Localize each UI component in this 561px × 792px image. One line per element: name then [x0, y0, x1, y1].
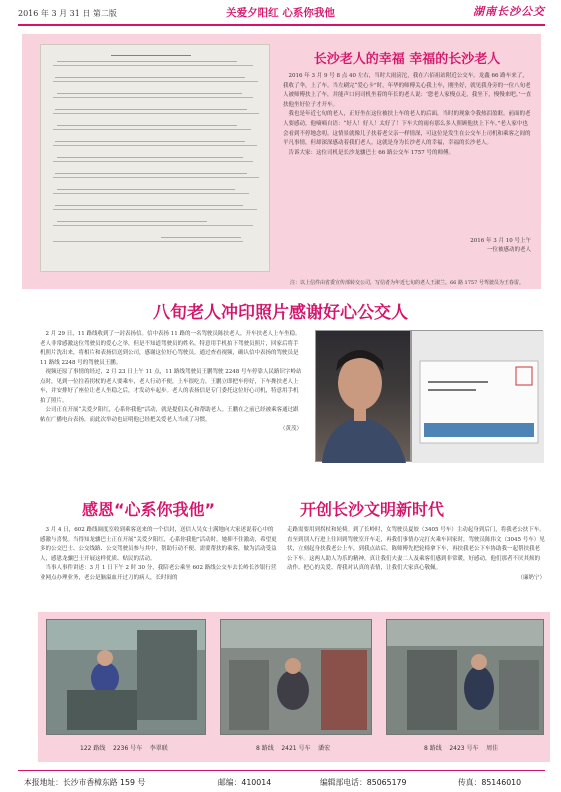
- newspaper-logo: 湖南长沙公交: [473, 5, 545, 18]
- bus-driver-photo: [315, 330, 411, 462]
- story1-body: [283, 72, 533, 158]
- story3-headline-left: 感恩“心系你我他”: [82, 500, 216, 519]
- cctv-caption-3: 8 路线 2423 号车 周佳: [424, 745, 499, 752]
- story3-author: （廉奶宁）: [517, 574, 545, 581]
- story3-column-left: [40, 526, 278, 584]
- cctv-photo-3: [386, 619, 544, 735]
- story1-signature: [283, 237, 531, 255]
- footer-divider: [18, 770, 545, 771]
- story1-note: 注：以上信件由省委宣传部转交公司，写信者为年近七旬的老人王淑兰。66 路 1757 号驾驶员为王春雷。: [290, 280, 524, 286]
- story1-paragraph: 2016 年 3 月 9 号 8 点 40 左右，当时大雨滂沱，我在六佰祖站附近公交车。龙鑫 66 路车来了，我收了伞，上了车。当左刷完“爱心卡”时，年华的师傅关心我上车，刚坐好，就见我身旁的一位八旬老人被师傅扶上了车，并能声口问司机坐着的年长的老人说：‘您老人家慢点走，我坐下，慢慢来吧。’一直扶他坐好位子才开车。: [283, 73, 532, 108]
- story3-paragraph: 走路需要用到拐杖和轮椅。到了长岭时，女驾驶员夏姣（3405 号车）主动起身到后门，将我老公扶下车。直至到别人行进上往回到驾驶室开车走，再我们事情办完打火乘车回家时，驾驶员陈伟文（3045 号车）见状，立刻起身扶我老公上车，到我点站后，陈师傅先把轮椅拿下车，再扶我老公下车协助我一起帮扶我老公下车。这两人助人为乐的精神，真让我们夫妻二人及乘客们感到非常暖，好感动，他们那者不厌其烦的动作、把心的关爱、帮我对认真的表情，让我们大家真心敬佩。: [287, 527, 545, 572]
- handwritten-letter-image: [40, 44, 270, 272]
- thank-you-envelope-photo: [411, 330, 543, 462]
- story2-paragraph: 2 月 29 日，11 路线收到了一封表扬信。信中表扬 11 路的一名驾驶员陈扶老人，开车扶老人上车坐稳。老人非常感激这位驾驶员的爱心之举，但是不知道驾驶员的姓名。特意用手机拍下驾驶员照片，回家后将手机照片洗出来，将相片和表扬信送到公司，感谢这位好心驾驶员。通过查看视频，确认信中表扬的驾驶员是 11 路线 2248 号的驾驶员王鹏。: [40, 331, 301, 366]
- story1-paragraph: 告诉大家：这位司机是长沙龙骧巴士 66 路公交车 1757 号的师傅。: [288, 149, 454, 156]
- header-divider: [18, 24, 545, 26]
- story1-headline: 长沙老人的幸福 幸福的长沙老人: [313, 52, 501, 67]
- footer-fax: 传真：85146010: [458, 778, 522, 787]
- story2-paragraph: 公司正在开展“关爱夕阳红，心系你我他”活动，就是提倡关心和帮助老人。王鹏在之前已经被乘客通过跟帖在广播电台表扬，而此次举动也证明他已经把关爱老人当成了习惯。: [40, 407, 299, 423]
- story2-paragraph: 视频还原了事情的经过，2 月 23 日上午 11 点，11 路线驾驶员王鹏驾驶 2248 号车停靠人民路识字岭站点时，见到一位拄着拐杖的老人要乘车，老人行动不便，上车很吃力，王鹏立即把车停好，下车搀扶老人上车，并安排好了座位让老人坐稳之后，才发动车起步。老人的表扬信是专门委托这位好心司机，特意用手机拍了照片。: [40, 369, 302, 404]
- story2-headline: 八旬老人冲印照片感谢好心公交人: [153, 303, 408, 323]
- story3-headline-right: 开创长沙文明新时代: [300, 500, 445, 519]
- cctv-photo-2: [220, 619, 372, 735]
- signature-date: 2016 年 3 月 10 号上午: [470, 238, 531, 244]
- story3-paragraph: 3 月 4 日，602 路线调度室收到乘客送来的一个信封，送信人吴女士满地向大家述说着心中的感激与喜悦。当得知龙骧巴士正在开展“关爱夕阳红，心系你我他”活动时，她抑不住激动，希望更多的公交巴士、公交线路、公交驾驶员参与其中，帮助行动不便、需要帮扶的乘客，做为活动受益人，感恩龙骧巴士开展这样优质、贴民的活动。: [40, 527, 277, 562]
- story2-body: [40, 330, 302, 435]
- footer-postcode: 邮编：410014: [218, 778, 272, 787]
- story3-column-right: [287, 526, 545, 584]
- signature-name: 一位被感动的老人: [486, 247, 531, 253]
- header-slogan: 关爱夕阳红 心系你我他: [226, 7, 335, 19]
- cctv-caption-2: 8 路线 2421 号车 潘宏: [256, 745, 331, 752]
- story3-paragraph: 当事人事件讲述：3 月 1 日下午 2 时 30 分，我陪老公乘坐 602 路线公交车去长岭长沙银行营业网点办理业务，老公是脑溢血开过刀的病人，长时间的: [40, 565, 277, 581]
- story1-paragraph: 我也是年近七旬的老人，正好坐在这位被扶上车的老人的后面，当时的现象令我热泪盈眶。前面的老人要感动，他嘀嘀自语：“好人！好人！太好了！下车大的雨有那么多人照顾他扶上下车。”老人家中也会看到不停地念叨。这情景就像儿子扶着老父亲一样情深，可这位是发生在公交车上司机和乘客之间的平凡事情，但却深深感动着我们老人。这就是身为长沙老人的幸福，幸福的长沙老人。: [283, 111, 531, 147]
- story2-author: （黄茂）: [279, 426, 302, 432]
- footer-address: 本报地址：长沙市香樟东路 159 号: [24, 778, 146, 787]
- issue-date: 2016 年 3 月 31 日 第二版: [18, 9, 117, 18]
- cctv-caption-1: 122 路线 2236 号车 李翠联: [80, 745, 168, 752]
- footer-phone: 编辑部电话：85065179: [320, 778, 407, 787]
- cctv-photo-1: [46, 619, 206, 735]
